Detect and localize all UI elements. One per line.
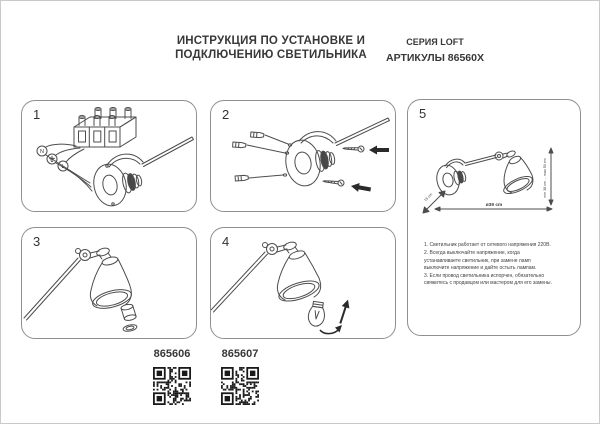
retaining-ring bbox=[123, 324, 138, 333]
wall-plate bbox=[434, 163, 466, 197]
article-number: 865606 bbox=[153, 348, 191, 360]
supply-wires bbox=[46, 144, 92, 191]
terminal-block bbox=[74, 108, 136, 148]
bulb-install-drawing bbox=[211, 228, 395, 338]
dowel-leader-line bbox=[249, 175, 283, 178]
svg-text:ø39 cm: ø39 cm bbox=[485, 203, 503, 208]
qr-code-865607 bbox=[221, 367, 259, 405]
step-number: 3 bbox=[33, 234, 41, 249]
wall-plate bbox=[90, 161, 143, 209]
step-2-panel bbox=[210, 100, 396, 212]
mounting-screw bbox=[343, 145, 364, 152]
note-2: 2. Всегда выключайте напряжение, когда устанавливаете светильник, при замене ламп выключите напряжение и дайте остыть лампам. bbox=[424, 250, 537, 271]
step-1-panel bbox=[21, 100, 197, 212]
direction-arrow bbox=[350, 182, 371, 194]
step-number: 1 bbox=[33, 107, 41, 122]
dowel-leader-line bbox=[265, 135, 288, 144]
step-number: 5 bbox=[419, 106, 427, 121]
page-title bbox=[171, 34, 371, 62]
depth-dimension bbox=[423, 191, 445, 213]
direction-arrow bbox=[369, 146, 389, 155]
mounting-drawing bbox=[211, 101, 395, 211]
title-line-1: ИНСТРУКЦИЯ ПО УСТАНОВКЕ И bbox=[176, 35, 366, 47]
lamp-shade bbox=[90, 256, 133, 312]
wire-l-label bbox=[58, 161, 68, 171]
note-1: 1. Светильник работает от сетевого напряжения 220В. bbox=[424, 242, 551, 248]
step-3-panel bbox=[21, 227, 197, 339]
rotate-arrow-icon bbox=[320, 325, 342, 334]
anchor-dowel bbox=[233, 142, 246, 148]
mounting-arm bbox=[445, 150, 516, 168]
bulb bbox=[307, 301, 326, 327]
mounting-arm bbox=[299, 118, 390, 146]
mounting-arm bbox=[24, 247, 111, 320]
article-number: 865607 bbox=[221, 348, 259, 360]
insert-arrow bbox=[336, 298, 351, 324]
wiring-drawing bbox=[22, 101, 196, 211]
assembled-lamp-drawing bbox=[408, 100, 580, 335]
articles-label: АРТИКУЛЫ 86560X bbox=[386, 52, 484, 64]
note-3: 3. Если провод светильника испорчен, обязательно свяжитесь с продавцом или мастером для его замены. bbox=[424, 273, 552, 287]
width-dimension bbox=[435, 202, 552, 211]
series-label: СЕРИЯ LOFT bbox=[406, 37, 464, 47]
title-line-2: ПОДКЛЮЧЕНИЮ СВЕТИЛЬНИКА bbox=[175, 49, 367, 61]
installation-notes bbox=[424, 242, 552, 289]
height-dimension bbox=[543, 148, 553, 205]
qr-code-865606 bbox=[153, 367, 191, 405]
wire-n-label bbox=[37, 146, 47, 156]
step-number: 4 bbox=[222, 234, 230, 249]
socket-sleeve bbox=[121, 303, 137, 321]
step-5-panel bbox=[407, 99, 581, 336]
lamp-shade bbox=[501, 155, 534, 197]
lamp-shade bbox=[277, 249, 322, 305]
anchor-dowel bbox=[251, 132, 264, 138]
svg-text:min 38 cm ... max 50 cm: min 38 cm ... max 50 cm bbox=[543, 158, 547, 198]
series-block bbox=[376, 37, 494, 64]
shade-assembly-drawing bbox=[22, 228, 196, 338]
dowel-leader-line bbox=[247, 145, 285, 153]
step-4-panel bbox=[210, 227, 396, 339]
svg-text:N: N bbox=[40, 149, 44, 155]
anchor-dowel bbox=[235, 175, 248, 181]
svg-text:L: L bbox=[61, 164, 65, 170]
svg-text:15 cm: 15 cm bbox=[423, 192, 434, 203]
mounting-screw bbox=[323, 178, 345, 186]
step-number: 2 bbox=[222, 107, 230, 122]
